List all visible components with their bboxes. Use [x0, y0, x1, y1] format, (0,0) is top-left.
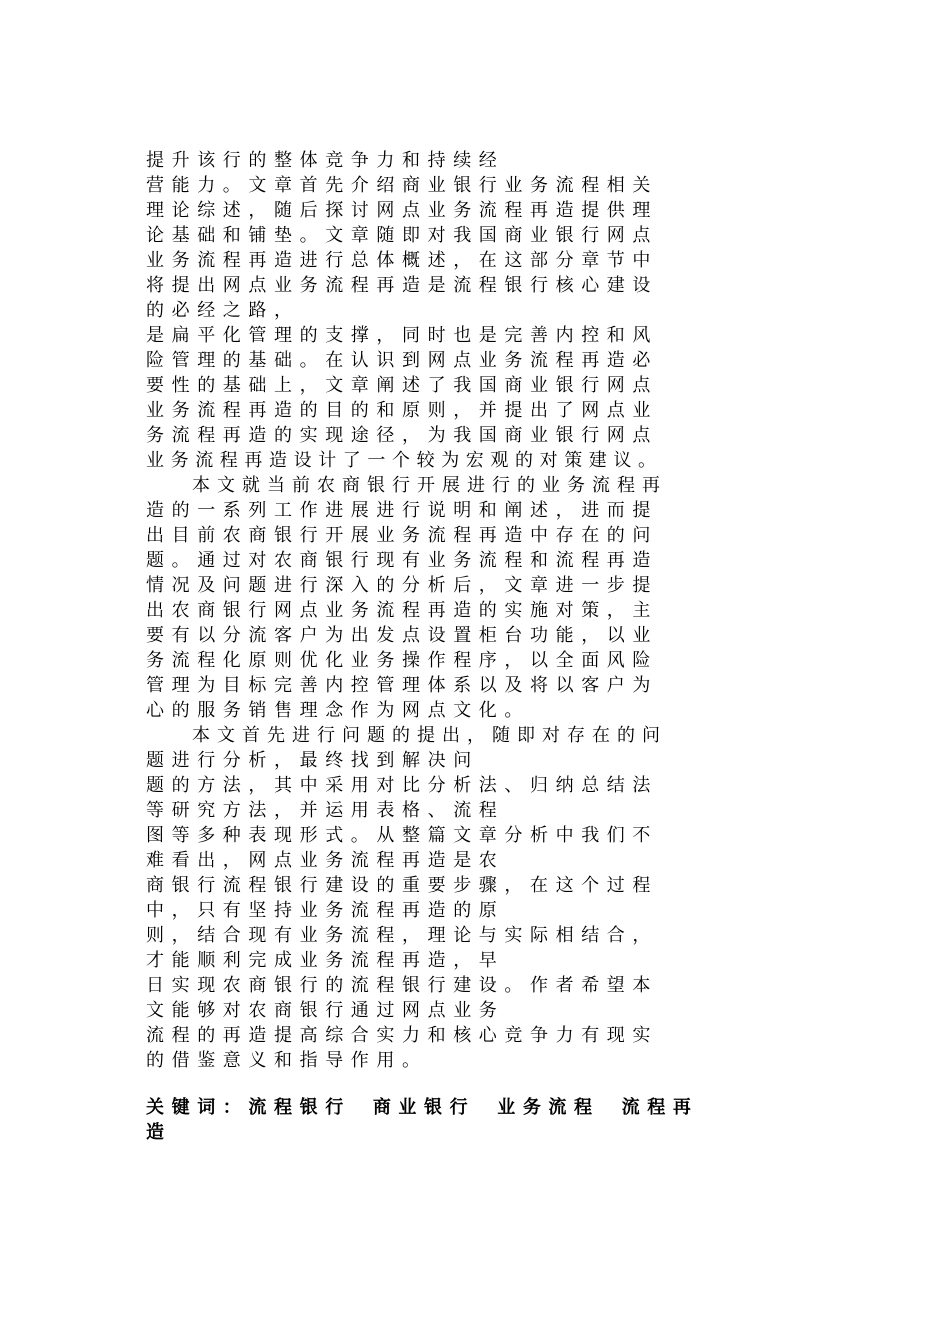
text-line: 要有以分流客户为出发点设置柜台功能，以业 [146, 625, 658, 646]
text-line: 将提出网点业务流程再造是流程银行核心建设 [146, 275, 658, 296]
paragraph-start-line: 本文就当前农商银行开展进行的业务流程再 [192, 475, 667, 496]
keywords-label: 关键词： [146, 1097, 249, 1118]
text-line: 难看出，网点业务流程再造是农 [146, 850, 505, 871]
text-line: 日实现农商银行的流程银行建设。作者希望本 [146, 975, 658, 996]
keywords-overflow-line: 造 [146, 1122, 172, 1143]
text-line: 情况及问题进行深入的分析后，文章进一步提 [146, 575, 658, 596]
text-line: 论基础和铺垫。文章随即对我国商业银行网点 [146, 225, 658, 246]
text-line: 业务流程再造进行总体概述，在这部分章节中 [146, 250, 658, 271]
text-line: 理论综述，随后探讨网点业务流程再造提供理 [146, 200, 658, 221]
abstract-body [146, 148, 816, 1073]
keyword: 流程再 [621, 1097, 699, 1118]
keyword: 商业银行 [372, 1097, 476, 1118]
text-line: 中，只有坚持业务流程再造的原 [146, 900, 505, 921]
text-line: 出农商银行网点业务流程再造的实施对策，主 [146, 600, 658, 621]
text-line: 流程的再造提高综合实力和核心竞争力有现实 [146, 1025, 658, 1046]
text-line: 的必经之路， [146, 300, 300, 321]
text-line: 营能力。文章首先介绍商业银行业务流程相关 [146, 175, 658, 196]
text-line: 出目前农商银行开展业务流程再造中存在的问 [146, 525, 658, 546]
text-line: 造的一系列工作进展进行说明和阐述，进而提 [146, 500, 658, 521]
text-line: 题的方法，其中采用对比分析法、归纳总结法 [146, 775, 658, 796]
text-line: 管理为目标完善内控管理体系以及将以客户为 [146, 675, 658, 696]
keywords-line [146, 1095, 818, 1120]
text-line: 务流程再造的实现途径，为我国商业银行网点 [146, 425, 658, 446]
text-line: 商银行流程银行建设的重要步骤，在这个过程 [146, 875, 658, 896]
text-line: 等研究方法，并运用表格、流程 [146, 800, 505, 821]
text-line: 是扁平化管理的支撑，同时也是完善内控和风 [146, 325, 658, 346]
text-line: 提升该行的整体竞争力和持续经 [146, 150, 505, 171]
text-line: 题进行分析，最终找到解决问 [146, 750, 479, 771]
text-line: 图等多种表现形式。从整篇文章分析中我们不 [146, 825, 658, 846]
text-line: 险管理的基础。在认识到网点业务流程再造必 [146, 350, 658, 371]
keyword: 流程银行 [248, 1097, 351, 1118]
text-line: 要性的基础上，文章阐述了我国商业银行网点 [146, 375, 658, 396]
text-line: 题。通过对农商银行现有业务流程和流程再造 [146, 550, 658, 571]
paragraph-start-line: 本文首先进行问题的提出，随即对存在的问 [192, 725, 667, 746]
keywords-block [146, 1095, 818, 1145]
keyword: 业务流程 [497, 1097, 600, 1118]
text-line: 务流程化原则优化业务操作程序，以全面风险 [146, 650, 658, 671]
text-line: 的借鉴意义和指导作用。 [146, 1050, 428, 1071]
text-line: 心的服务销售理念作为网点文化。 [146, 700, 530, 721]
text-line: 才能顺利完成业务流程再造，早 [146, 950, 505, 971]
text-line: 文能够对农商银行通过网点业务 [146, 1000, 505, 1021]
text-line: 业务流程再造的目的和原则，并提出了网点业 [146, 400, 658, 421]
text-line: 业务流程再造设计了一个较为宏观的对策建议。 [146, 450, 663, 471]
text-line: 则，结合现有业务流程，理论与实际相结合， [146, 925, 658, 946]
